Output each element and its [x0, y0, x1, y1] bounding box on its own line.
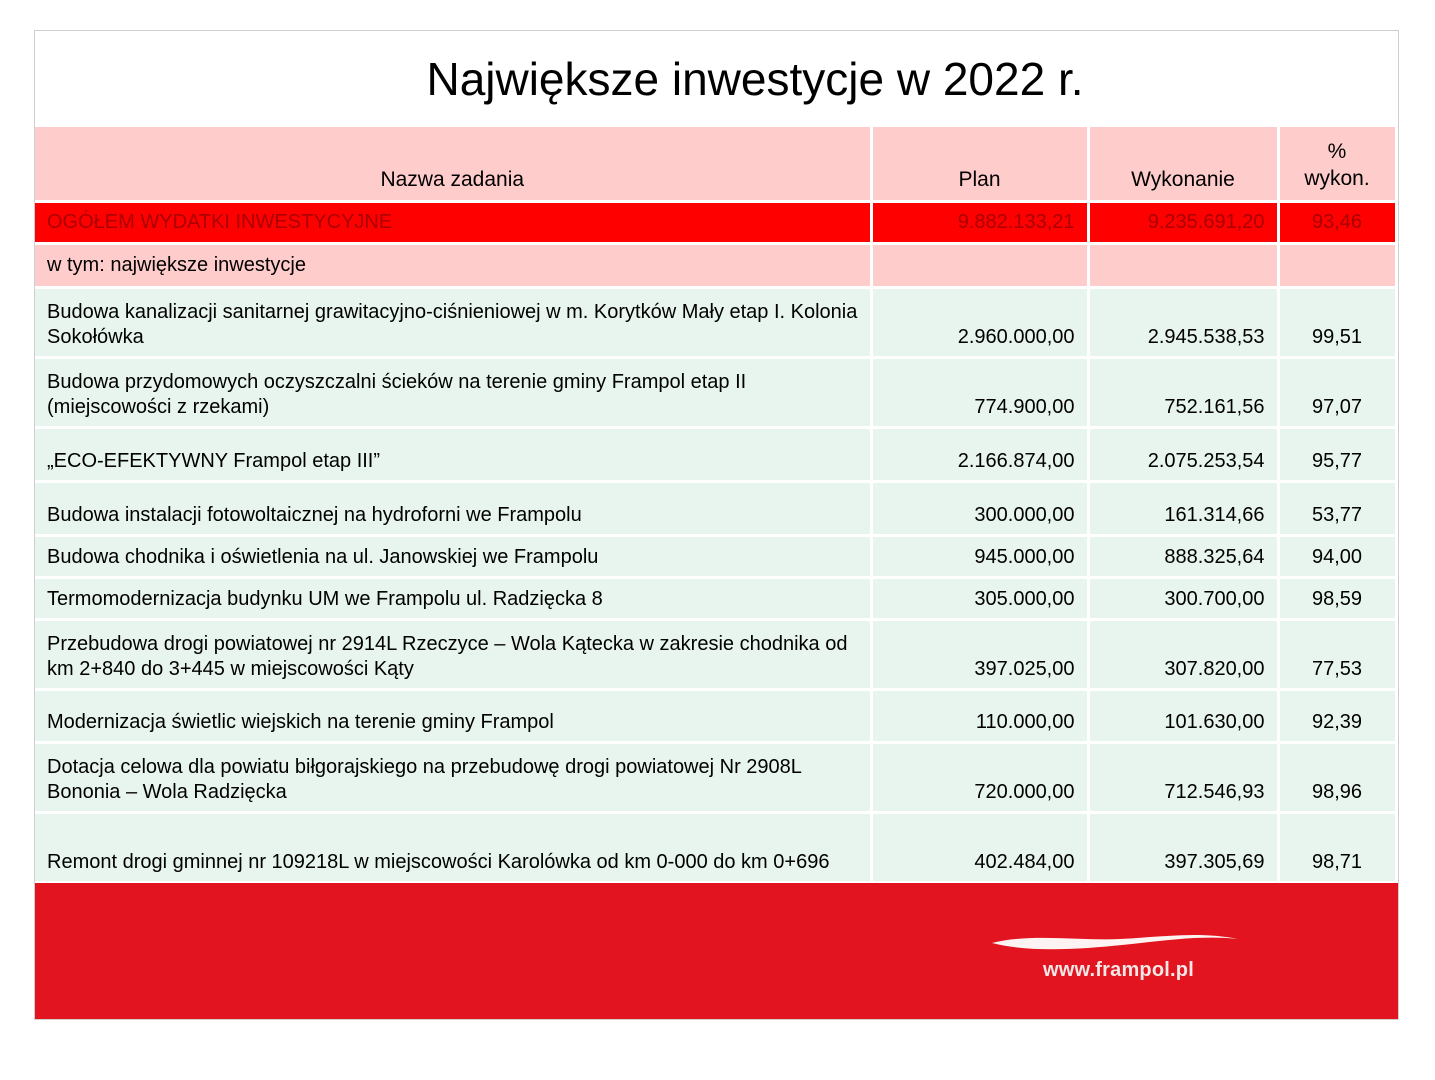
header-pct [1278, 127, 1396, 201]
row-done: 307.820,00 [1088, 619, 1278, 689]
row-plan: 2.166.874,00 [871, 427, 1088, 481]
row-done: 397.305,69 [1088, 812, 1278, 882]
row-name: Budowa instalacji fotowoltaicznej na hydroforni we Frampolu [35, 481, 871, 535]
row-done: 752.161,56 [1088, 357, 1278, 427]
website-link[interactable]: www.frampol.pl [1043, 959, 1194, 981]
row-plan: 945.000,00 [871, 535, 1088, 577]
slide [34, 30, 1399, 1020]
row-name: Budowa przydomowych oczyszczalni ścieków na terenie gminy Frampol etap II (miejscowości z rzekami) [35, 357, 871, 427]
row-plan: 300.000,00 [871, 481, 1088, 535]
row-name: Budowa chodnika i oświetlenia na ul. Janowskiej we Frampolu [35, 535, 871, 577]
row-plan: 2.960.000,00 [871, 287, 1088, 357]
row-pct: 99,51 [1278, 287, 1396, 357]
row-name: Budowa kanalizacji sanitarnej grawitacyjno-ciśnieniowej w m. Korytków Mały etap I. Kolonia Sokołówka [35, 287, 871, 357]
row-done: 712.546,93 [1088, 742, 1278, 812]
row-plan: 774.900,00 [871, 357, 1088, 427]
total-row [35, 201, 1396, 243]
row-pct: 98,59 [1278, 577, 1396, 619]
investments-table [35, 127, 1398, 884]
subheader-empty-cell [871, 243, 1088, 287]
subheader-label: w tym: największe inwestycje [35, 243, 871, 287]
table-row [35, 535, 1396, 577]
row-plan: 110.000,00 [871, 689, 1088, 742]
header-pct-label: wykon. [1304, 166, 1370, 190]
row-name: „ECO-EFEKTYWNY Frampol etap III” [35, 427, 871, 481]
header-pct-symbol: % [1327, 139, 1347, 163]
total-plan: 9.882.133,21 [871, 201, 1088, 243]
table-row [35, 742, 1396, 812]
row-name: Modernizacja świetlic wiejskich na terenie gminy Frampol [35, 689, 871, 742]
row-name: Remont drogi gminnej nr 109218L w miejscowości Karolówka od km 0-000 do km 0+696 [35, 812, 871, 882]
swoosh-logo-icon [990, 929, 1240, 959]
total-pct: 93,46 [1278, 201, 1396, 243]
row-pct: 98,96 [1278, 742, 1396, 812]
header-plan: Plan [871, 127, 1088, 201]
row-pct: 53,77 [1278, 481, 1396, 535]
subheader-empty-cell [1088, 243, 1278, 287]
table-row [35, 427, 1396, 481]
row-plan: 397.025,00 [871, 619, 1088, 689]
header-name: Nazwa zadania [35, 127, 871, 201]
row-pct: 95,77 [1278, 427, 1396, 481]
row-done: 888.325,64 [1088, 535, 1278, 577]
row-done: 300.700,00 [1088, 577, 1278, 619]
row-done: 161.314,66 [1088, 481, 1278, 535]
row-done: 2.945.538,53 [1088, 287, 1278, 357]
table-row [35, 689, 1396, 742]
table-row [35, 577, 1396, 619]
table-row [35, 619, 1396, 689]
row-name: Termomodernizacja budynku UM we Frampolu ul. Radzięcka 8 [35, 577, 871, 619]
row-done: 101.630,00 [1088, 689, 1278, 742]
row-pct: 98,71 [1278, 812, 1396, 882]
table-row [35, 287, 1396, 357]
table-row [35, 812, 1396, 882]
row-name: Przebudowa drogi powiatowej nr 2914L Rzeczyce – Wola Kątecka w zakresie chodnika od km 2+840 do 3+445 w miejscowości Kąty [35, 619, 871, 689]
row-done: 2.075.253,54 [1088, 427, 1278, 481]
table-row [35, 481, 1396, 535]
row-plan: 402.484,00 [871, 812, 1088, 882]
row-pct: 94,00 [1278, 535, 1396, 577]
table-row [35, 357, 1396, 427]
row-name: Dotacja celowa dla powiatu biłgorajskiego na przebudowę drogi powiatowej Nr 2908L Bononia – Wola Radzięcka [35, 742, 871, 812]
row-plan: 720.000,00 [871, 742, 1088, 812]
total-name: OGÓŁEM WYDATKI INWESTYCYJNE [35, 201, 871, 243]
table-header-row [35, 127, 1396, 201]
subheader-row [35, 243, 1396, 287]
subheader-empty-cell [1278, 243, 1396, 287]
header-done: Wykonanie [1088, 127, 1278, 201]
total-done: 9.235.691,20 [1088, 201, 1278, 243]
row-pct: 92,39 [1278, 689, 1396, 742]
row-plan: 305.000,00 [871, 577, 1088, 619]
row-pct: 97,07 [1278, 357, 1396, 427]
page-title: Największe inwestycje w 2022 r. [426, 53, 1084, 105]
footer-band [35, 883, 1399, 1020]
row-pct: 77,53 [1278, 619, 1396, 689]
